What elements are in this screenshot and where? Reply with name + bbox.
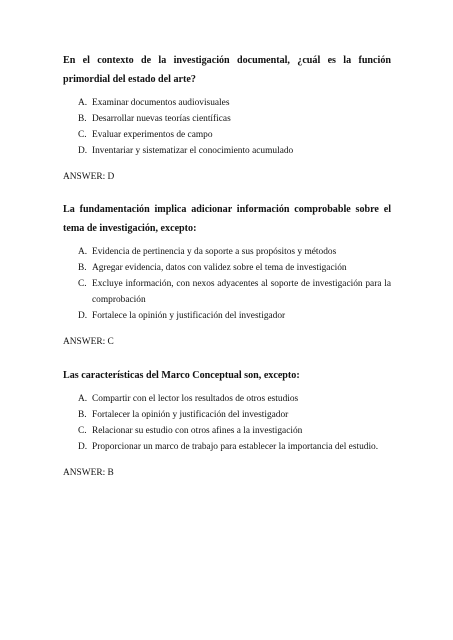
option-letter: C.	[78, 426, 87, 436]
option-c	[63, 127, 391, 143]
option-letter: B.	[78, 410, 87, 420]
option-letter: D.	[78, 311, 88, 321]
option-c	[63, 276, 391, 308]
option-c	[63, 423, 391, 439]
option-letter: D.	[78, 146, 88, 156]
option-text: Compartir con el lector los resultados de otros estudios	[92, 394, 299, 404]
option-d	[63, 143, 391, 159]
question-text: La fundamentación implica adicionar información comprobable sobre el tema de investigación, excepto:	[63, 204, 391, 234]
question-3	[63, 366, 391, 481]
option-text: Proporcionar un marco de trabajo para establecer la importancia del estudio.	[92, 442, 379, 452]
option-b	[63, 260, 391, 276]
option-text: Evaluar experimentos de campo	[92, 130, 213, 140]
option-text: Evidencia de pertinencia y da soporte a sus propósitos y métodos	[92, 247, 337, 257]
answer-label: ANSWER: D	[63, 172, 115, 182]
option-text: Fortalece la opinión y justificación del investigador	[92, 311, 286, 321]
option-letter: A.	[78, 394, 88, 404]
option-text: Desarrollar nuevas teorías científicas	[92, 114, 231, 124]
option-list	[63, 95, 391, 159]
option-d	[63, 439, 391, 455]
option-text: Agregar evidencia, datos con validez sobre el tema de investigación	[92, 263, 347, 273]
option-list	[63, 244, 391, 324]
option-list	[63, 391, 391, 455]
option-letter: D.	[78, 442, 88, 452]
question-text: En el contexto de la investigación documental, ¿cuál es la función primordial del estado del arte?	[63, 55, 391, 85]
option-text: Examinar documentos audiovisuales	[92, 98, 230, 108]
option-letter: A.	[78, 98, 88, 108]
question-text: Las características del Marco Conceptual son, excepto:	[63, 370, 300, 381]
option-a	[63, 95, 391, 111]
option-letter: C.	[78, 279, 87, 289]
question-1	[63, 51, 391, 185]
option-text: Excluye información, con nexos adyacentes al soporte de investigación para la comprobación	[92, 279, 391, 305]
answer-label: ANSWER: C	[63, 337, 114, 347]
option-text: Relacionar su estudio con otros afines a la investigación	[92, 426, 303, 436]
answer-label: ANSWER: B	[63, 468, 114, 478]
option-a	[63, 391, 391, 407]
option-letter: B.	[78, 114, 87, 124]
question-2	[63, 200, 391, 350]
option-b	[63, 407, 391, 423]
option-letter: A.	[78, 247, 88, 257]
option-text: Inventariar y sistematizar el conocimiento acumulado	[92, 146, 294, 156]
option-b	[63, 111, 391, 127]
option-text: Fortalecer la opinión y justificación del investigador	[92, 410, 289, 420]
option-d	[63, 308, 391, 324]
option-letter: B.	[78, 263, 87, 273]
option-letter: C.	[78, 130, 87, 140]
option-a	[63, 244, 391, 260]
